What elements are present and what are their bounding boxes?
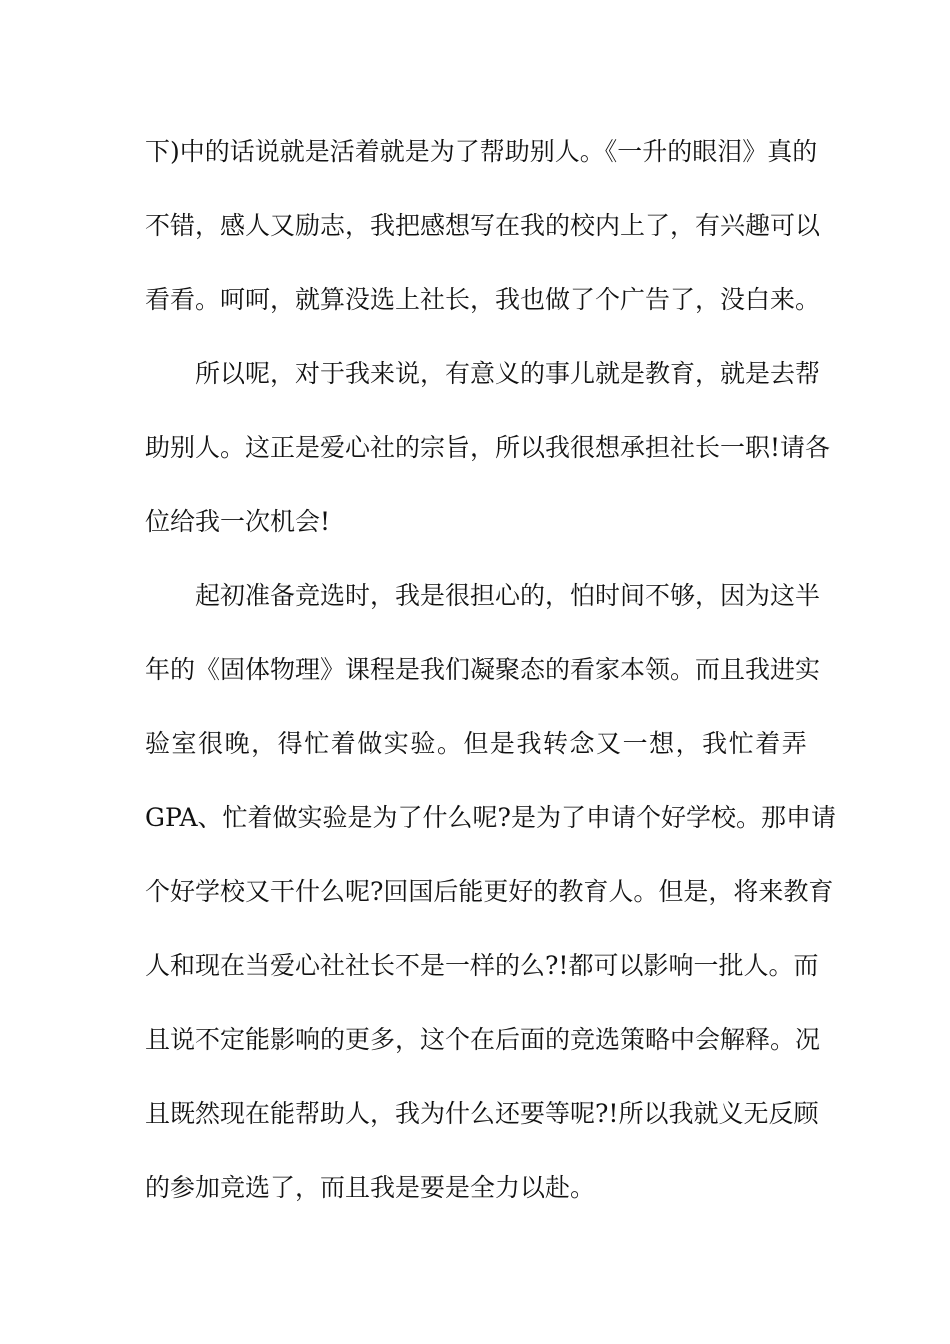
text-char: 验 bbox=[145, 729, 171, 758]
text-line: GPA、忙着做实验是为了什么呢?是为了申请个好学校。那申请 bbox=[145, 803, 836, 832]
text-char: 弄 bbox=[781, 729, 807, 758]
text-char: 忙 bbox=[728, 729, 754, 758]
text-line: 看看。呵呵，就算没选上社长，我也做了个广告了，没白来。 bbox=[145, 285, 821, 314]
text-char: 很 bbox=[198, 729, 224, 758]
paragraph-start-line: 所以呢，对于我来说，有意义的事儿就是教育，就是去帮 bbox=[195, 359, 821, 388]
text-char: 忙 bbox=[304, 729, 330, 758]
text-line: 年的《固体物理》课程是我们凝聚态的看家本领。而且我进实 bbox=[145, 655, 821, 684]
text-char: 一 bbox=[622, 729, 648, 758]
text-char: 又 bbox=[596, 729, 622, 758]
text-char: 着 bbox=[755, 729, 781, 758]
text-char: 想 bbox=[649, 729, 675, 758]
text-char: 我 bbox=[516, 729, 542, 758]
text-char: ， bbox=[251, 729, 277, 758]
text-line: 个好学校又干什么呢?回国后能更好的教育人。但是，将来教育 bbox=[145, 877, 834, 906]
text-char: 得 bbox=[277, 729, 303, 758]
text-char: 着 bbox=[330, 729, 356, 758]
text-char: 做 bbox=[357, 729, 383, 758]
text-line-justified bbox=[145, 722, 807, 796]
text-line: 助别人。这正是爱心社的宗旨，所以我很想承担社长一职!请各 bbox=[145, 433, 831, 462]
text-line: 下)中的话说就是活着就是为了帮助别人。《一升的眼泪》真的 bbox=[145, 137, 818, 166]
text-line: 且既然现在能帮助人，我为什么还要等呢?!所以我就义无反顾 bbox=[145, 1099, 819, 1128]
text-char: 实 bbox=[383, 729, 409, 758]
text-char: 但 bbox=[463, 729, 489, 758]
text-char: 验 bbox=[410, 729, 436, 758]
text-char: ， bbox=[675, 729, 701, 758]
text-line: 位给我一次机会! bbox=[145, 507, 331, 536]
text-line: 的参加竞选了，而且我是要是全力以赴。 bbox=[145, 1173, 596, 1202]
text-char: 晚 bbox=[224, 729, 250, 758]
text-char: 我 bbox=[702, 729, 728, 758]
text-char: 是 bbox=[489, 729, 515, 758]
text-char: 。 bbox=[436, 729, 462, 758]
body-text bbox=[145, 130, 836, 1240]
text-char: 念 bbox=[569, 729, 595, 758]
text-char: 转 bbox=[542, 729, 568, 758]
text-line: 不错，感人又励志，我把感想写在我的校内上了，有兴趣可以 bbox=[145, 211, 821, 240]
text-line: 人和现在当爱心社社长不是一样的么?!都可以影响一批人。而 bbox=[145, 951, 819, 980]
text-char: 室 bbox=[171, 729, 197, 758]
text-line: 且说不定能影响的更多，这个在后面的竞选策略中会解释。况 bbox=[145, 1025, 821, 1054]
paragraph-start-line: 起初准备竞选时，我是很担心的，怕时间不够，因为这半 bbox=[195, 581, 821, 610]
